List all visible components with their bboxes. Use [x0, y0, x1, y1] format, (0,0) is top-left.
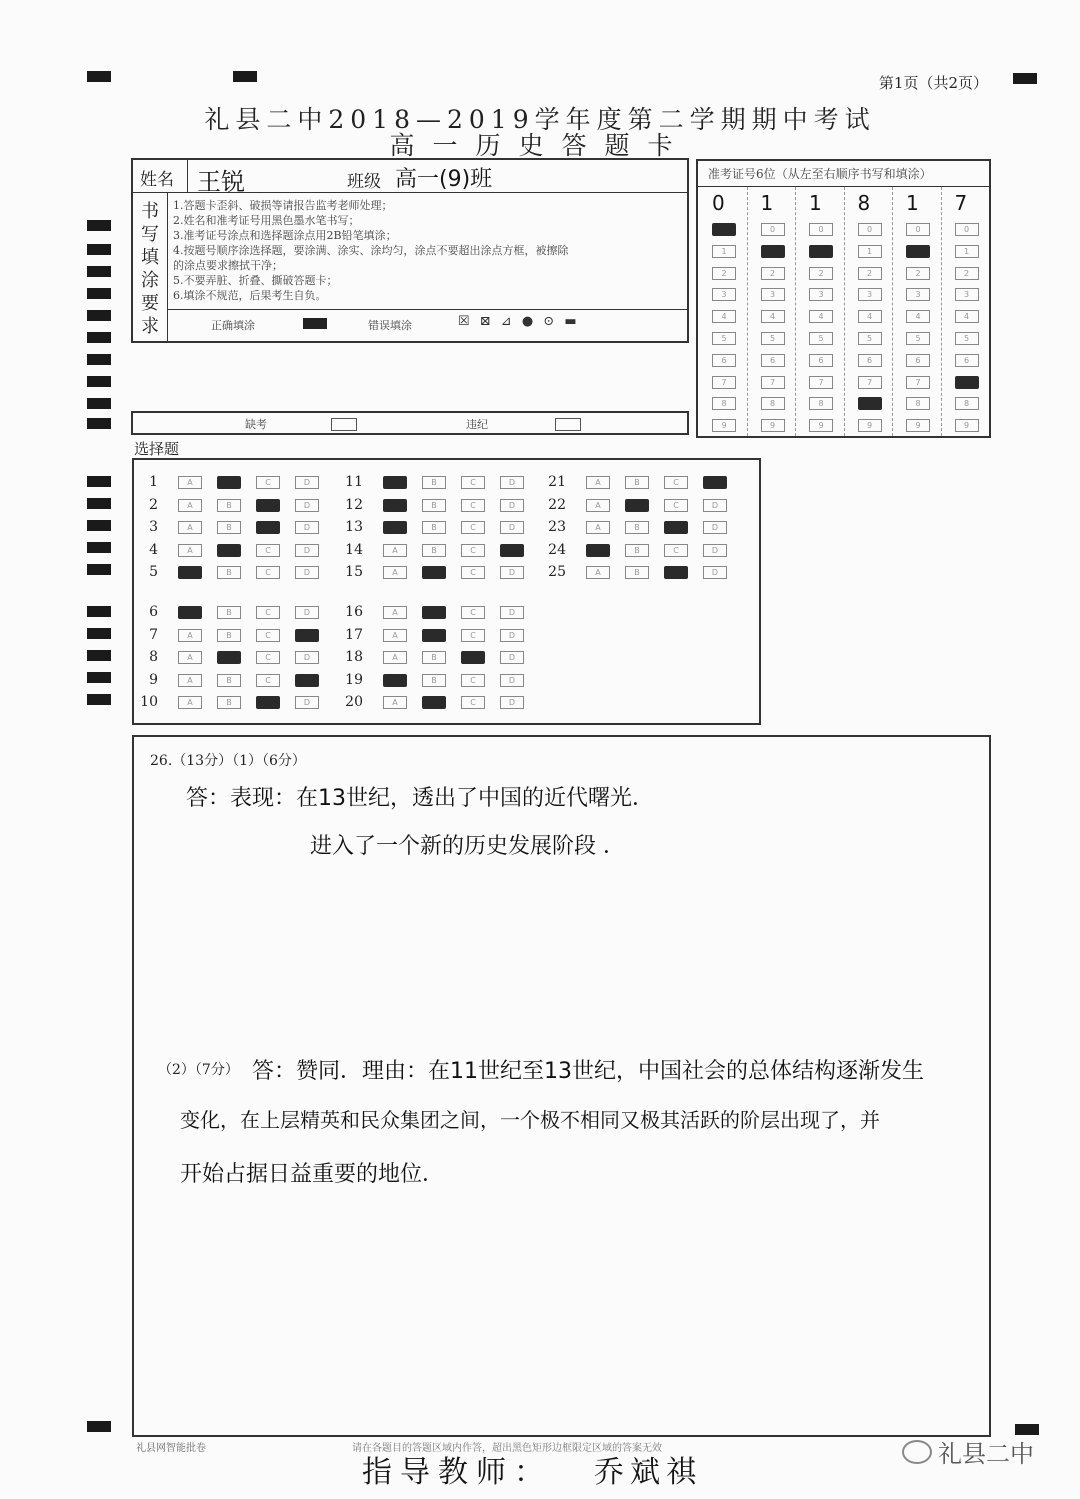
question-number: 24 — [548, 541, 566, 558]
exam-digit-bubble[interactable]: 4 — [761, 310, 785, 323]
question-number: 10 — [140, 694, 158, 710]
wechat-icon — [902, 1440, 932, 1464]
choice-bubble-a[interactable] — [178, 566, 202, 579]
instructions-side-label: 书写填涂要求 — [141, 201, 159, 337]
choice-bubble-c[interactable] — [664, 566, 688, 579]
choice-bubble-a[interactable]: A — [178, 696, 202, 709]
choice-bubble-b[interactable]: B — [217, 696, 241, 709]
choice-bubble-d[interactable] — [295, 674, 319, 687]
choice-bubble-b[interactable]: B — [422, 674, 446, 687]
choice-bubble-a[interactable]: A — [178, 674, 202, 687]
exam-digit-bubble[interactable]: 9 — [955, 419, 979, 432]
exam-digit-bubble[interactable]: 8 — [809, 397, 833, 410]
choice-bubble-a[interactable]: A — [178, 544, 202, 557]
timing-mark — [87, 520, 111, 531]
exam-title: 礼县二中2018—2019学年度第二学期期中考试 — [204, 105, 876, 134]
choice-bubble-a[interactable]: A — [383, 651, 407, 664]
choice-bubble-b[interactable]: B — [625, 544, 649, 557]
watermark-text: 礼县二中 — [938, 1440, 1034, 1468]
question-number: 13 — [345, 519, 363, 535]
question-number: 12 — [345, 496, 363, 513]
choice-bubble-b[interactable]: B — [422, 476, 446, 489]
choice-bubble-d[interactable]: D — [500, 651, 524, 664]
q26-part1-line2[interactable]: 进入了一个新的历史发展阶段 ． — [310, 834, 625, 859]
timing-mark — [87, 398, 111, 409]
exam-digit-bubble[interactable]: 3 — [809, 288, 833, 301]
instruction-line: 5.不要弄脏、折叠、撕破答题卡； — [173, 274, 338, 287]
instruction-line: 1.答题卡歪斜、破损等请报告监考老师处理； — [173, 199, 393, 212]
choice-bubble-c[interactable]: C — [461, 674, 485, 687]
status-box — [131, 411, 689, 435]
choice-bubble-b[interactable] — [217, 544, 241, 557]
timing-mark — [87, 694, 111, 705]
exam-digit-written[interactable]: 7 — [954, 191, 968, 215]
timing-mark — [87, 220, 111, 231]
instruction-line: 6.填涂不规范，后果考生自负。 — [173, 289, 327, 302]
question-number: 23 — [548, 519, 566, 535]
exam-digit-bubble[interactable]: 4 — [858, 310, 882, 323]
timing-mark — [87, 650, 111, 661]
choice-bubble-d[interactable]: D — [295, 651, 319, 664]
violation-checkbox[interactable] — [555, 418, 581, 431]
watermark — [902, 1434, 1034, 1469]
choice-bubble-c[interactable]: C — [461, 476, 485, 489]
exam-digit-bubble[interactable]: 4 — [809, 310, 833, 323]
class-label: 班级 — [347, 172, 381, 192]
exam-digit-bubble[interactable]: 2 — [809, 267, 833, 280]
choice-bubble-b[interactable]: B — [217, 606, 241, 619]
choice-bubble-a[interactable] — [383, 499, 407, 512]
choice-bubble-b[interactable] — [422, 606, 446, 619]
choice-bubble-b[interactable] — [422, 566, 446, 579]
choice-bubble-d[interactable]: D — [295, 544, 319, 557]
timing-mark — [87, 244, 111, 255]
exam-digit-bubble[interactable]: 7 — [906, 376, 930, 389]
exam-number-label: 准考证号6位（从左至右顺序书写和填涂） — [708, 167, 932, 181]
q26-part2-header: （2）（7分） — [158, 1062, 239, 1078]
choice-bubble-a[interactable]: A — [586, 499, 610, 512]
question-number: 22 — [548, 496, 566, 513]
exam-digit-bubble[interactable]: 0 — [761, 223, 785, 236]
choice-bubble-b[interactable]: B — [217, 566, 241, 579]
choice-bubble-a[interactable]: A — [178, 521, 202, 534]
exam-digit-bubble[interactable]: 3 — [955, 288, 979, 301]
timing-mark — [1013, 73, 1037, 84]
choice-bubble-a[interactable]: A — [178, 499, 202, 512]
absent-checkbox[interactable] — [331, 418, 357, 431]
choice-bubble-a[interactable] — [586, 544, 610, 557]
choice-bubble-c[interactable]: C — [256, 544, 280, 557]
exam-digit-bubble[interactable]: 6 — [809, 354, 833, 367]
choice-bubble-c[interactable] — [256, 696, 280, 709]
choice-bubble-d[interactable]: D — [703, 566, 727, 579]
exam-digit-bubble[interactable] — [712, 223, 736, 236]
exam-digit-written[interactable]: 1 — [809, 191, 822, 215]
name-label: 姓名 — [140, 170, 174, 190]
question-number: 14 — [345, 541, 363, 558]
exam-digit-bubble[interactable] — [906, 245, 930, 258]
exam-digit-bubble[interactable]: 9 — [809, 419, 833, 432]
exam-digit-bubble[interactable]: 4 — [955, 310, 979, 323]
choice-bubble-c[interactable]: C — [256, 651, 280, 664]
choice-bubble-a[interactable] — [383, 674, 407, 687]
question-number: 9 — [149, 671, 158, 688]
choice-bubble-c[interactable]: C — [256, 566, 280, 579]
choice-bubble-a[interactable]: A — [383, 566, 407, 579]
exam-digit-bubble[interactable]: 7 — [761, 376, 785, 389]
exam-digit-bubble[interactable]: 8 — [712, 397, 736, 410]
choice-bubble-a[interactable] — [383, 521, 407, 534]
exam-digit-bubble[interactable]: 0 — [955, 223, 979, 236]
choice-bubble-b[interactable] — [217, 651, 241, 664]
choice-bubble-b[interactable] — [625, 499, 649, 512]
exam-digit-bubble[interactable]: 2 — [858, 267, 882, 280]
choice-bubble-c[interactable]: C — [256, 476, 280, 489]
choice-bubble-c[interactable]: C — [461, 629, 485, 642]
choice-bubble-d[interactable]: D — [500, 674, 524, 687]
correct-fill-sample — [303, 318, 327, 329]
exam-digit-bubble[interactable]: 7 — [858, 376, 882, 389]
choice-bubble-d[interactable]: D — [295, 499, 319, 512]
choice-bubble-a[interactable]: A — [178, 476, 202, 489]
wrong-fill-label: 错误填涂 — [368, 319, 412, 332]
choice-bubble-b[interactable]: B — [217, 674, 241, 687]
card-title: 高一历史答题卡 — [389, 131, 691, 160]
choice-bubble-c[interactable]: C — [461, 696, 485, 709]
exam-digit-written[interactable]: 0 — [712, 191, 725, 215]
exam-digit-bubble[interactable]: 3 — [858, 288, 882, 301]
q26-part2-line2[interactable]: 变化，在上层精英和民众集团之间，一个极不相同又极其活跃的阶层出现了，并 — [180, 1108, 880, 1132]
exam-digit-bubble[interactable]: 1 — [712, 245, 736, 258]
instruction-line: 3.准考证号涂点和选择题涂点用2B铅笔填涂； — [173, 229, 397, 242]
exam-digit-bubble[interactable]: 8 — [955, 397, 979, 410]
question-number: 18 — [345, 649, 363, 665]
choice-bubble-d[interactable]: D — [295, 476, 319, 489]
question-number: 4 — [149, 541, 158, 558]
choice-bubble-d[interactable]: D — [500, 521, 524, 534]
choice-bubble-d[interactable] — [295, 629, 319, 642]
choice-bubble-c[interactable]: C — [461, 544, 485, 557]
choice-bubble-c[interactable]: C — [664, 544, 688, 557]
choice-bubble-c[interactable]: C — [461, 499, 485, 512]
exam-digit-bubble[interactable]: 4 — [906, 310, 930, 323]
choice-bubble-b[interactable] — [422, 629, 446, 642]
question-number: 2 — [149, 496, 158, 513]
exam-digit-bubble[interactable]: 2 — [906, 267, 930, 280]
choice-bubble-a[interactable]: A — [178, 651, 202, 664]
choice-bubble-a[interactable] — [178, 606, 202, 619]
exam-digit-bubble[interactable]: 5 — [858, 332, 882, 345]
footer-left-small: 礼县网智能批卷 — [136, 1443, 206, 1454]
timing-mark — [87, 376, 111, 387]
choice-bubble-a[interactable]: A — [178, 629, 202, 642]
exam-digit-bubble[interactable]: 9 — [906, 419, 930, 432]
violation-label: 违纪 — [466, 418, 488, 431]
question-number: 20 — [345, 694, 363, 710]
exam-digit-bubble[interactable]: 1 — [858, 245, 882, 258]
exam-digit-bubble[interactable] — [858, 397, 882, 410]
exam-digit-bubble[interactable] — [761, 245, 785, 258]
choice-bubble-a[interactable]: A — [383, 629, 407, 642]
question-number: 6 — [149, 604, 158, 620]
choice-bubble-d[interactable]: D — [500, 566, 524, 579]
choice-bubble-a[interactable]: A — [586, 521, 610, 534]
choice-bubble-d[interactable] — [703, 476, 727, 489]
choice-bubble-b[interactable]: B — [422, 521, 446, 534]
choice-bubble-b[interactable]: B — [625, 476, 649, 489]
choice-bubble-d[interactable]: D — [500, 606, 524, 619]
page-indicator: 第1页（共2页） — [878, 74, 988, 92]
choice-bubble-c[interactable] — [664, 521, 688, 534]
choice-bubble-d[interactable]: D — [500, 499, 524, 512]
exam-digit-bubble[interactable]: 2 — [761, 267, 785, 280]
question-number: 5 — [149, 564, 158, 580]
timing-mark — [87, 498, 111, 509]
q26-part2-line3[interactable]: 开始占据日益重要的地位． — [180, 1162, 445, 1187]
class-value[interactable]: 高一(9)班 — [395, 167, 493, 192]
name-value[interactable]: 王锐 — [197, 168, 245, 196]
choice-bubble-c[interactable]: C — [256, 674, 280, 687]
exam-digit-bubble[interactable]: 9 — [858, 419, 882, 432]
student-info-box — [131, 158, 689, 343]
absent-label: 缺考 — [245, 418, 267, 431]
choice-bubble-c[interactable]: C — [461, 606, 485, 619]
exam-digit-bubble[interactable]: 2 — [712, 267, 736, 280]
timing-mark — [87, 71, 111, 82]
question-number: 17 — [345, 626, 363, 643]
choice-bubble-c[interactable] — [461, 651, 485, 664]
question-number: 19 — [345, 671, 363, 688]
choice-bubble-c[interactable]: C — [461, 521, 485, 534]
exam-digit-bubble[interactable]: 8 — [761, 397, 785, 410]
choice-bubble-d[interactable]: D — [703, 499, 727, 512]
exam-digit-bubble[interactable]: 3 — [906, 288, 930, 301]
exam-digit-bubble[interactable]: 3 — [712, 288, 736, 301]
exam-digit-bubble[interactable]: 1 — [955, 245, 979, 258]
exam-digit-bubble[interactable]: 5 — [712, 332, 736, 345]
exam-digit-bubble[interactable]: 0 — [906, 223, 930, 236]
exam-digit-bubble[interactable]: 6 — [761, 354, 785, 367]
timing-mark — [87, 354, 111, 365]
choice-bubble-b[interactable]: B — [625, 521, 649, 534]
teacher-name: 乔斌祺 — [594, 1455, 702, 1490]
exam-digit-written[interactable]: 1 — [906, 191, 919, 215]
teacher-label: 指导教师： — [362, 1455, 552, 1490]
instructions-list — [173, 198, 569, 303]
choice-bubble-d[interactable]: D — [703, 544, 727, 557]
choice-bubble-a[interactable] — [383, 476, 407, 489]
exam-digit-bubble[interactable]: 9 — [712, 419, 736, 432]
q26-header: 26.（13分）（1）（6分） — [150, 753, 306, 769]
choice-bubble-c[interactable]: C — [256, 606, 280, 619]
timing-mark — [233, 71, 257, 82]
timing-mark — [87, 288, 111, 299]
choice-bubble-c[interactable]: C — [256, 629, 280, 642]
exam-digit-bubble[interactable]: 7 — [809, 376, 833, 389]
instruction-line: 2.姓名和准考证号用黑色墨水笔书写； — [173, 214, 360, 227]
timing-mark — [87, 542, 111, 553]
wrong-fill-samples: ☒ ⊠ ⊿ ● ⊙ ▬ — [458, 314, 580, 329]
exam-digit-bubble[interactable]: 4 — [712, 310, 736, 323]
exam-digit-bubble[interactable] — [809, 245, 833, 258]
timing-mark — [87, 310, 111, 321]
choice-bubble-d[interactable]: D — [295, 566, 319, 579]
choice-bubble-d[interactable] — [500, 544, 524, 557]
exam-digit-written[interactable]: 8 — [857, 191, 871, 215]
exam-digit-bubble[interactable]: 6 — [906, 354, 930, 367]
timing-mark — [87, 606, 111, 617]
choice-bubble-b[interactable]: B — [625, 566, 649, 579]
question-number: 1 — [149, 474, 158, 490]
question-number: 15 — [345, 564, 363, 580]
exam-digit-bubble[interactable] — [955, 376, 979, 389]
choice-box — [132, 458, 761, 725]
instruction-line: 的涂点要求擦拭干净； — [173, 259, 283, 272]
choice-bubble-a[interactable]: A — [383, 606, 407, 619]
choice-bubble-b[interactable]: B — [422, 544, 446, 557]
choice-bubble-d[interactable]: D — [500, 476, 524, 489]
choice-bubble-a[interactable]: A — [383, 544, 407, 557]
q26-part1-line1[interactable]: 答：表现：在13世纪，透出了中国的近代曙光． — [186, 786, 654, 811]
choice-bubble-d[interactable]: D — [295, 521, 319, 534]
timing-mark — [87, 564, 111, 575]
question-number: 3 — [149, 519, 158, 535]
exam-digit-bubble[interactable]: 8 — [906, 397, 930, 410]
exam-digit-bubble[interactable]: 0 — [809, 223, 833, 236]
exam-digit-bubble[interactable]: 6 — [858, 354, 882, 367]
choice-bubble-b[interactable]: B — [422, 499, 446, 512]
choice-bubble-d[interactable]: D — [500, 696, 524, 709]
choice-bubble-c[interactable]: C — [664, 499, 688, 512]
choice-bubble-c[interactable]: C — [461, 566, 485, 579]
exam-digit-bubble[interactable]: 6 — [712, 354, 736, 367]
exam-digit-bubble[interactable]: 5 — [906, 332, 930, 345]
exam-digit-bubble[interactable]: 6 — [955, 354, 979, 367]
choice-bubble-d[interactable]: D — [703, 521, 727, 534]
exam-digit-bubble[interactable]: 5 — [809, 332, 833, 345]
answer-box-q26 — [132, 735, 991, 1437]
choice-bubble-d[interactable]: D — [295, 696, 319, 709]
choice-bubble-d[interactable]: D — [500, 629, 524, 642]
timing-mark — [87, 418, 111, 429]
exam-digit-bubble[interactable]: 5 — [955, 332, 979, 345]
exam-digit-bubble[interactable]: 2 — [955, 267, 979, 280]
choice-bubble-b[interactable]: B — [217, 521, 241, 534]
footer-center-small: 请在各题目的答题区域内作答，超出黑色矩形边框限定区域的答案无效 — [352, 1443, 662, 1454]
timing-mark — [87, 1421, 111, 1432]
question-number: 16 — [345, 604, 363, 620]
choice-bubble-a[interactable]: A — [586, 566, 610, 579]
exam-digit-bubble[interactable]: 0 — [858, 223, 882, 236]
timing-mark — [87, 672, 111, 683]
choice-bubble-b[interactable]: B — [217, 629, 241, 642]
choice-bubble-a[interactable]: A — [586, 476, 610, 489]
correct-fill-label: 正确填涂 — [211, 319, 255, 332]
question-number: 11 — [345, 474, 363, 490]
choice-bubble-c[interactable]: C — [664, 476, 688, 489]
timing-mark — [87, 266, 111, 277]
question-number: 8 — [149, 649, 158, 665]
choice-bubble-b[interactable]: B — [217, 499, 241, 512]
choice-bubble-c[interactable] — [256, 499, 280, 512]
choice-bubble-b[interactable] — [217, 476, 241, 489]
question-number: 25 — [548, 564, 566, 580]
choice-section-label: 选择题 — [134, 440, 180, 458]
exam-number-box — [696, 159, 991, 438]
question-number: 21 — [548, 474, 566, 490]
question-number: 7 — [149, 626, 158, 643]
instruction-line: 4.按题号顺序涂选择题，要涂满、涂实、涂均匀，涂点不要超出涂点方框，被擦除 — [173, 244, 569, 257]
exam-digit-bubble[interactable]: 3 — [761, 288, 785, 301]
choice-bubble-b[interactable] — [422, 696, 446, 709]
choice-bubble-d[interactable]: D — [295, 606, 319, 619]
exam-digit-bubble[interactable]: 7 — [712, 376, 736, 389]
exam-digit-bubble[interactable]: 9 — [761, 419, 785, 432]
choice-bubble-b[interactable]: B — [422, 651, 446, 664]
timing-mark — [87, 628, 111, 639]
q26-part2-line1[interactable]: 答：赞同．理由：在11世纪至13世纪，中国社会的总体结构逐渐发生 — [252, 1059, 924, 1084]
exam-digit-written[interactable]: 1 — [760, 191, 774, 215]
exam-digit-bubble[interactable]: 5 — [761, 332, 785, 345]
choice-bubble-a[interactable]: A — [383, 696, 407, 709]
timing-mark — [87, 332, 111, 343]
timing-mark — [87, 476, 111, 487]
choice-bubble-c[interactable] — [256, 521, 280, 534]
